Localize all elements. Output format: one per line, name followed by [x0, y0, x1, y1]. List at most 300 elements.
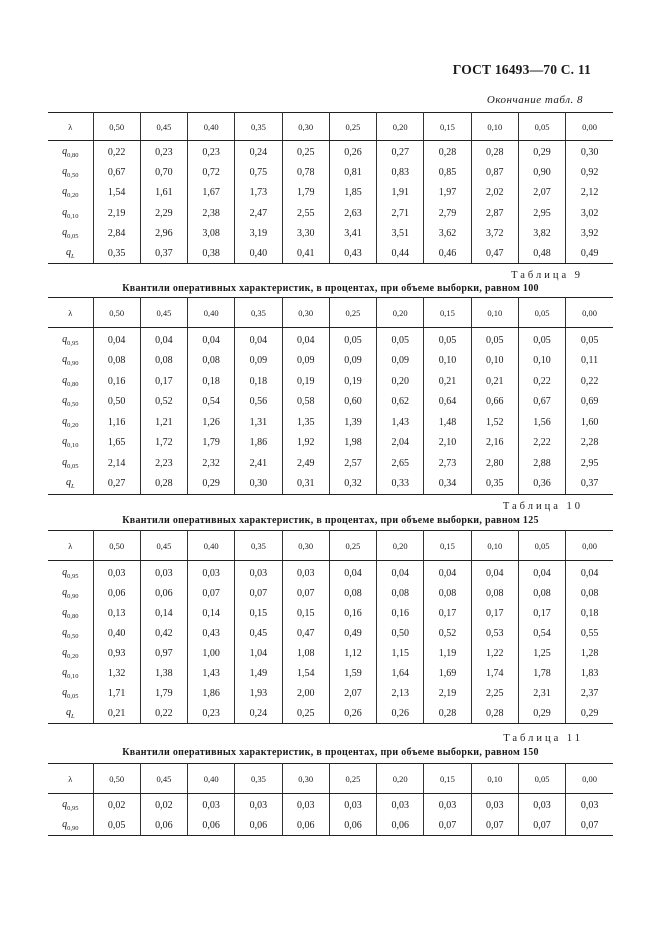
table-cell: 1,39 [329, 412, 376, 433]
table-cell: 0,29 [518, 141, 565, 163]
column-header: 0,20 [377, 113, 424, 141]
quantile-symbol: q [65, 706, 71, 718]
table-cell: 0,08 [377, 584, 424, 604]
table-cell: 0,21 [424, 371, 471, 392]
table-cell: 0,90 [518, 163, 565, 183]
quantile-subscript: L [70, 712, 75, 720]
column-header: 0,00 [566, 764, 613, 794]
lambda-header: λ [48, 113, 93, 141]
table-cell: 1,74 [471, 664, 518, 684]
table-cell: 0,08 [518, 584, 565, 604]
table-cell: 0,78 [282, 163, 329, 183]
quantile-label [48, 412, 93, 433]
table-cell: 0,07 [471, 816, 518, 836]
table-cell: 0,16 [377, 604, 424, 624]
quantile-label [48, 328, 93, 351]
table-cell: 0,03 [140, 561, 187, 584]
table-cell: 0,58 [282, 392, 329, 413]
table-cell: 0,64 [424, 392, 471, 413]
column-header: 0,35 [235, 298, 282, 328]
table-cell: 0,06 [140, 816, 187, 836]
table-cell: 2,71 [377, 203, 424, 223]
table-cell: 1,43 [188, 664, 235, 684]
lambda-header: λ [48, 298, 93, 328]
table-cell: 0,13 [93, 604, 140, 624]
quantile-label [48, 561, 93, 584]
table-cell: 2,14 [93, 453, 140, 474]
table-row [48, 453, 613, 474]
quantile-symbol: q [62, 186, 68, 198]
quantile-label [48, 351, 93, 372]
table-cell: 0,14 [140, 604, 187, 624]
column-header: 0,25 [329, 531, 376, 561]
table-cell: 1,48 [424, 412, 471, 433]
quantile-symbol: q [62, 627, 68, 638]
quantile-symbol: q [62, 566, 68, 578]
table-cell: 3,30 [282, 223, 329, 243]
table-11-label: Таблица 11 [503, 733, 583, 744]
table-cell: 1,97 [424, 183, 471, 203]
table-row [48, 794, 613, 816]
table-cell: 1,25 [518, 644, 565, 664]
table-cell: 0,03 [566, 794, 613, 816]
table-cell: 0,47 [471, 244, 518, 264]
column-header: 0,05 [518, 764, 565, 794]
column-header: 0,00 [566, 113, 613, 141]
table-cell: 2,65 [377, 453, 424, 474]
table-cell: 1,92 [282, 433, 329, 454]
quantile-symbol: q [62, 647, 68, 658]
table-cell: 1,61 [140, 183, 187, 203]
table-cell: 0,52 [140, 392, 187, 413]
table-cell: 0,18 [188, 371, 235, 392]
lambda-header: λ [48, 764, 93, 794]
lambda-header: λ [48, 531, 93, 561]
table-cell: 0,21 [93, 704, 140, 724]
header-row [48, 298, 613, 328]
quantile-table-11 [48, 763, 613, 836]
table-cell: 3,62 [424, 223, 471, 243]
table-cell: 0,07 [518, 816, 565, 836]
table-cell: 0,24 [235, 141, 282, 163]
quantile-symbol: q [62, 456, 68, 468]
quantile-subscript: 0,90 [67, 593, 79, 600]
table-cell: 3,19 [235, 223, 282, 243]
table-cell: 2,32 [188, 453, 235, 474]
quantile-label [48, 474, 93, 495]
quantile-symbol: q [62, 607, 68, 618]
column-header: 0,30 [282, 113, 329, 141]
table-cell: 0,24 [235, 704, 282, 724]
table-cell: 0,21 [471, 371, 518, 392]
table-cell: 0,45 [235, 624, 282, 644]
table-cell: 0,05 [93, 816, 140, 836]
table-cell: 2,29 [140, 203, 187, 223]
table-cell: 0,28 [140, 474, 187, 495]
table-cell: 0,23 [188, 704, 235, 724]
table-cell: 0,35 [471, 474, 518, 495]
table-cell: 0,27 [93, 474, 140, 495]
quantile-subscript: L [70, 253, 75, 261]
table-cell: 0,69 [566, 392, 613, 413]
table-cell: 2,37 [566, 684, 613, 704]
table-cell: 1,71 [93, 684, 140, 704]
table-cell: 1,64 [377, 664, 424, 684]
table-cell: 0,27 [377, 141, 424, 163]
quantile-label [48, 371, 93, 392]
table-row [48, 141, 613, 163]
table-cell: 2,80 [471, 453, 518, 474]
table-cell: 0,04 [518, 561, 565, 584]
quantile-label [48, 203, 93, 223]
table-cell: 2,73 [424, 453, 471, 474]
table-cell: 3,92 [566, 223, 613, 243]
quantile-label [48, 244, 93, 264]
table-cell: 0,06 [377, 816, 424, 836]
table-cell: 0,04 [235, 328, 282, 351]
quantile-subscript: 0,90 [67, 824, 79, 832]
table-cell: 1,00 [188, 644, 235, 664]
table-continuation-label: Окончание табл. 8 [486, 94, 583, 106]
column-header: 0,10 [471, 531, 518, 561]
table-cell: 2,57 [329, 453, 376, 474]
table-cell: 0,07 [566, 816, 613, 836]
quantile-label [48, 223, 93, 243]
quantile-symbol: q [62, 687, 68, 698]
table-cell: 0,05 [518, 328, 565, 351]
table-cell: 0,09 [377, 351, 424, 372]
table-cell: 1,72 [140, 433, 187, 454]
column-header: 0,20 [377, 764, 424, 794]
table-cell: 0,92 [566, 163, 613, 183]
table-cell: 0,40 [93, 624, 140, 644]
table-cell: 0,03 [282, 794, 329, 816]
quantile-subscript: 0,95 [67, 572, 79, 580]
column-header: 0,25 [329, 113, 376, 141]
column-header: 0,15 [424, 531, 471, 561]
quantile-subscript: 0,10 [67, 212, 79, 220]
quantile-label [48, 163, 93, 183]
table-cell: 3,02 [566, 203, 613, 223]
table-cell: 2,04 [377, 433, 424, 454]
table-cell: 1,54 [93, 183, 140, 203]
quantile-symbol: q [62, 374, 68, 386]
quantile-symbol: q [62, 395, 68, 407]
column-header: 0,45 [140, 764, 187, 794]
quantile-symbol: q [65, 247, 71, 259]
table-cell: 1,79 [188, 433, 235, 454]
table-cell: 0,72 [188, 163, 235, 183]
table-cell: 0,05 [566, 328, 613, 351]
table-cell: 0,66 [471, 392, 518, 413]
table-cell: 1,93 [235, 684, 282, 704]
table-cell: 1,86 [235, 433, 282, 454]
table-cell: 2,07 [329, 684, 376, 704]
table-cell: 2,07 [518, 183, 565, 203]
column-header: 0,05 [518, 298, 565, 328]
quantile-subscript: 0,95 [67, 805, 79, 813]
table-cell: 0,28 [424, 704, 471, 724]
table-row [48, 684, 613, 704]
table-cell: 0,05 [424, 328, 471, 351]
quantile-symbol: q [62, 415, 68, 427]
quantile-subscript: 0,05 [67, 462, 79, 470]
column-header: 0,40 [188, 113, 235, 141]
header-row [48, 531, 613, 561]
table-cell: 0,18 [566, 604, 613, 624]
table-cell: 0,08 [329, 584, 376, 604]
quantile-subscript: 0,20 [67, 421, 79, 429]
table-cell: 0,37 [566, 474, 613, 495]
table-cell: 0,81 [329, 163, 376, 183]
quantile-symbol: q [62, 166, 68, 178]
column-header: 0,35 [235, 113, 282, 141]
table-cell: 1,04 [235, 644, 282, 664]
column-header: 0,35 [235, 531, 282, 561]
table-cell: 1,91 [377, 183, 424, 203]
table-cell: 1,65 [93, 433, 140, 454]
table-cell: 0,31 [282, 474, 329, 495]
table-cell: 0,09 [282, 351, 329, 372]
table-cell: 2,63 [329, 203, 376, 223]
quantile-subscript: 0,80 [67, 152, 79, 160]
column-header: 0,45 [140, 531, 187, 561]
table-cell: 0,70 [140, 163, 187, 183]
table-cell: 0,26 [329, 704, 376, 724]
table-cell: 0,03 [471, 794, 518, 816]
table-cell: 0,20 [377, 371, 424, 392]
table-cell: 0,28 [424, 141, 471, 163]
table-cell: 0,60 [329, 392, 376, 413]
table-row [48, 244, 613, 264]
table-cell: 2,96 [140, 223, 187, 243]
column-header: 0,50 [93, 113, 140, 141]
table-cell: 0,49 [329, 624, 376, 644]
table-cell: 0,08 [188, 351, 235, 372]
column-header: 0,50 [93, 298, 140, 328]
quantile-subscript: 0,80 [67, 380, 79, 388]
table-11-caption: Квантили оперативных характеристик, в процентах, при объеме выборки, равном 150 [122, 747, 539, 758]
table-cell: 0,33 [377, 474, 424, 495]
quantile-symbol: q [62, 354, 68, 366]
table-cell: 0,56 [235, 392, 282, 413]
table-cell: 0,04 [471, 561, 518, 584]
table-cell: 0,19 [329, 371, 376, 392]
quantile-label [48, 816, 93, 836]
quantile-table-9 [48, 297, 613, 495]
table-row [48, 351, 613, 372]
quantile-label [48, 392, 93, 413]
table-cell: 1,73 [235, 183, 282, 203]
table-cell: 2,22 [518, 433, 565, 454]
table-cell: 1,26 [188, 412, 235, 433]
table-cell: 0,19 [282, 371, 329, 392]
table-cell: 0,15 [235, 604, 282, 624]
table-cell: 0,02 [140, 794, 187, 816]
table-cell: 2,13 [377, 684, 424, 704]
table-cell: 1,83 [566, 664, 613, 684]
table-cell: 1,16 [93, 412, 140, 433]
quantile-label [48, 453, 93, 474]
table-cell: 0,06 [282, 816, 329, 836]
table-cell: 0,37 [140, 244, 187, 264]
table-cell: 2,25 [471, 684, 518, 704]
table-cell: 0,30 [566, 141, 613, 163]
table-cell: 1,69 [424, 664, 471, 684]
table-cell: 1,79 [140, 684, 187, 704]
quantile-symbol: q [62, 799, 68, 811]
table-cell: 1,54 [282, 664, 329, 684]
table-row [48, 584, 613, 604]
table-cell: 1,22 [471, 644, 518, 664]
table-cell: 0,28 [471, 141, 518, 163]
table-cell: 0,85 [424, 163, 471, 183]
table-cell: 1,43 [377, 412, 424, 433]
quantile-label [48, 704, 93, 724]
page-header: ГОСТ 16493—70 С. 11 [452, 62, 591, 77]
table-cell: 0,03 [424, 794, 471, 816]
table-cell: 3,72 [471, 223, 518, 243]
quantile-table-10 [48, 530, 613, 724]
table-cell: 0,06 [140, 584, 187, 604]
table-cell: 0,52 [424, 624, 471, 644]
quantile-symbol: q [62, 667, 68, 678]
quantile-subscript: 0,05 [67, 693, 79, 700]
table-cell: 0,26 [329, 141, 376, 163]
column-header: 0,40 [188, 764, 235, 794]
table-row [48, 644, 613, 664]
table-row [48, 561, 613, 584]
column-header: 0,05 [518, 113, 565, 141]
table-cell: 2,88 [518, 453, 565, 474]
quantile-label [48, 183, 93, 203]
table-cell: 0,55 [566, 624, 613, 644]
table-cell: 0,54 [188, 392, 235, 413]
column-header: 0,30 [282, 298, 329, 328]
table-row [48, 664, 613, 684]
table-cell: 2,55 [282, 203, 329, 223]
quantile-symbol: q [62, 587, 68, 598]
table-cell: 0,54 [518, 624, 565, 644]
table-cell: 0,29 [518, 704, 565, 724]
table-cell: 3,41 [329, 223, 376, 243]
table-cell: 1,60 [566, 412, 613, 433]
table-cell: 1,49 [235, 664, 282, 684]
table-cell: 0,03 [518, 794, 565, 816]
table-cell: 2,87 [471, 203, 518, 223]
quantile-label [48, 141, 93, 163]
quantile-subscript: 0,50 [67, 633, 79, 640]
table-cell: 0,07 [188, 584, 235, 604]
table-cell: 1,86 [188, 684, 235, 704]
column-header: 0,50 [93, 531, 140, 561]
table-cell: 0,87 [471, 163, 518, 183]
table-cell: 0,03 [93, 561, 140, 584]
quantile-table-8-end [48, 112, 613, 264]
table-cell: 1,59 [329, 664, 376, 684]
table-cell: 1,35 [282, 412, 329, 433]
table-cell: 0,36 [518, 474, 565, 495]
table-cell: 0,22 [518, 371, 565, 392]
table-9-label: Таблица 9 [511, 270, 583, 281]
table-cell: 0,25 [282, 141, 329, 163]
header-row [48, 764, 613, 794]
table-cell: 0,11 [566, 351, 613, 372]
table-cell: 0,04 [377, 561, 424, 584]
table-cell: 0,03 [377, 794, 424, 816]
table-cell: 1,08 [282, 644, 329, 664]
table-cell: 0,05 [329, 328, 376, 351]
table-cell: 0,48 [518, 244, 565, 264]
table-cell: 0,25 [282, 704, 329, 724]
table-row [48, 433, 613, 454]
table-row [48, 392, 613, 413]
table-cell: 1,98 [329, 433, 376, 454]
table-cell: 1,67 [188, 183, 235, 203]
table-row [48, 163, 613, 183]
column-header: 0,40 [188, 531, 235, 561]
table-cell: 0,08 [471, 584, 518, 604]
column-header: 0,20 [377, 531, 424, 561]
table-cell: 0,07 [424, 816, 471, 836]
table-cell: 0,06 [188, 816, 235, 836]
table-cell: 2,49 [282, 453, 329, 474]
table-9-caption: Квантили оперативных характеристик, в процентах, при объеме выборки, равном 100 [122, 283, 539, 294]
table-cell: 2,12 [566, 183, 613, 203]
table-cell: 0,15 [282, 604, 329, 624]
table-cell: 0,07 [282, 584, 329, 604]
table-cell: 0,06 [235, 816, 282, 836]
column-header: 0,45 [140, 298, 187, 328]
column-header: 0,10 [471, 764, 518, 794]
table-cell: 2,02 [471, 183, 518, 203]
column-header: 0,00 [566, 531, 613, 561]
table-cell: 1,32 [93, 664, 140, 684]
quantile-label [48, 604, 93, 624]
table-cell: 0,22 [93, 141, 140, 163]
table-cell: 1,56 [518, 412, 565, 433]
table-row [48, 328, 613, 351]
table-cell: 0,09 [329, 351, 376, 372]
table-cell: 0,67 [93, 163, 140, 183]
table-cell: 0,07 [235, 584, 282, 604]
table-cell: 2,84 [93, 223, 140, 243]
table-cell: 1,52 [471, 412, 518, 433]
quantile-subscript: 0,20 [67, 192, 79, 200]
quantile-subscript: 0,20 [67, 653, 79, 660]
column-header: 0,15 [424, 764, 471, 794]
table-cell: 1,78 [518, 664, 565, 684]
column-header: 0,20 [377, 298, 424, 328]
column-header: 0,05 [518, 531, 565, 561]
table-cell: 0,04 [93, 328, 140, 351]
table-row [48, 624, 613, 644]
table-cell: 1,21 [140, 412, 187, 433]
column-header: 0,35 [235, 764, 282, 794]
header-row [48, 113, 613, 141]
table-cell: 0,16 [93, 371, 140, 392]
table-cell: 0,83 [377, 163, 424, 183]
table-cell: 0,05 [471, 328, 518, 351]
table-cell: 0,03 [235, 794, 282, 816]
column-header: 0,15 [424, 113, 471, 141]
quantile-symbol: q [65, 477, 71, 488]
quantile-label [48, 624, 93, 644]
table-cell: 1,85 [329, 183, 376, 203]
table-cell: 0,43 [188, 624, 235, 644]
table-cell: 0,35 [93, 244, 140, 264]
quantile-subscript: 0,95 [67, 339, 79, 347]
